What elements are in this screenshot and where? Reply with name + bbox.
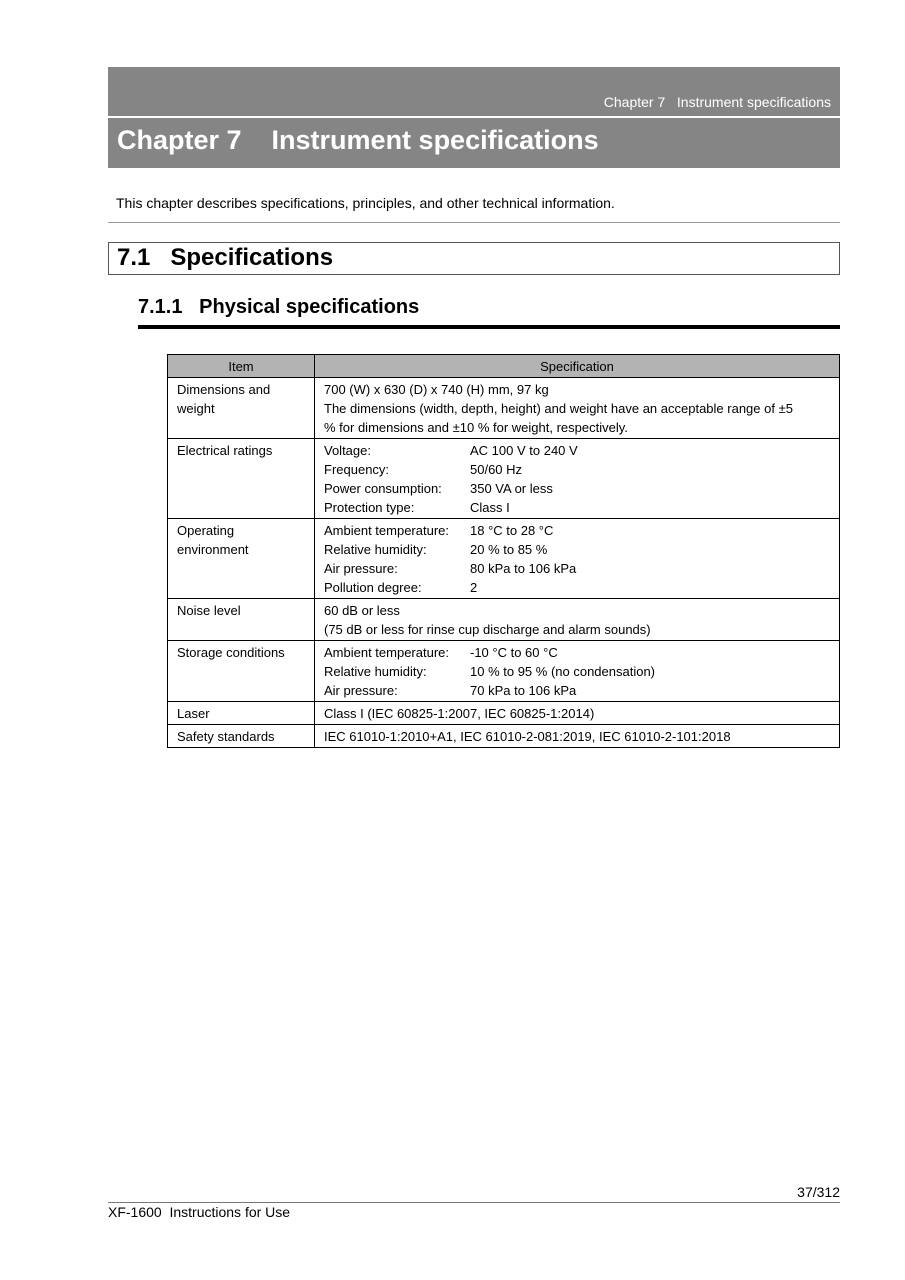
spec-pair — [324, 460, 830, 479]
spec-key: Air pressure: — [324, 561, 398, 576]
spec-value: 80 kPa to 106 kPa — [470, 561, 577, 576]
section-title: 7.1 Specifications — [117, 244, 334, 271]
chapter-intro: This chapter describes specifications, principles, and other technical information. — [116, 195, 615, 211]
row-item-laser: Laser — [168, 702, 315, 725]
spec-line: 700 (W) x 630 (D) x 740 (H) mm, 97 kg — [324, 382, 549, 397]
spec-pair — [324, 498, 830, 517]
row-spec-operating — [315, 519, 840, 599]
spec-pair — [324, 521, 830, 540]
row-item-noise: Noise level — [168, 599, 315, 641]
row-spec-safety: IEC 61010-1:2010+A1, IEC 61010-2-081:2019, IEC 61010-2-101:2018 — [315, 725, 840, 748]
row-item-operating: Operating environment — [168, 519, 315, 599]
row-item-dimensions: Dimensions and weight — [168, 378, 315, 439]
spec-line: 60 dB or less — [324, 603, 400, 618]
table-row — [168, 519, 840, 599]
spec-value: AC 100 V to 240 V — [470, 443, 578, 458]
spec-key: Protection type: — [324, 500, 415, 515]
footer-divider — [108, 1202, 840, 1203]
table-row — [168, 641, 840, 702]
spec-pair — [324, 441, 830, 460]
spec-key: Frequency: — [324, 462, 390, 477]
chapter-title: Chapter 7 Instrument specifications — [117, 125, 599, 155]
table-header-row — [168, 355, 840, 378]
spec-key: Relative humidity: — [324, 542, 427, 557]
running-header — [108, 67, 840, 116]
subsection-rule — [138, 325, 840, 329]
spec-pair — [324, 662, 830, 681]
table-row — [168, 439, 840, 519]
row-item-electrical: Electrical ratings — [168, 439, 315, 519]
spec-key: Ambient temperature: — [324, 523, 450, 538]
section-heading-box — [108, 242, 840, 275]
subsection-title: 7.1.1 Physical specifications — [138, 296, 420, 318]
spec-line: % for dimensions and ±10 % for weight, respectively. — [324, 420, 628, 435]
table-row — [168, 599, 840, 641]
spec-pair — [324, 540, 830, 559]
row-spec-dimensions — [315, 378, 840, 439]
intro-divider — [108, 222, 840, 223]
header-breadcrumb: Chapter 7 Instrument specifications — [603, 94, 831, 110]
spec-line: The dimensions (width, depth, height) and weight have an acceptable range of ±5 — [324, 401, 793, 416]
row-spec-electrical — [315, 439, 840, 519]
spec-pair — [324, 559, 830, 578]
spec-line: (75 dB or less for rinse cup discharge and alarm sounds) — [324, 622, 651, 637]
row-item-storage: Storage conditions — [168, 641, 315, 702]
spec-value: 2 — [470, 580, 478, 595]
row-item-safety: Safety standards — [168, 725, 315, 748]
specifications-table — [167, 354, 840, 748]
row-spec-noise — [315, 599, 840, 641]
spec-key: Air pressure: — [324, 683, 398, 698]
spec-key: Power consumption: — [324, 481, 442, 496]
spec-value: 350 VA or less — [470, 481, 553, 496]
page-number: 37/312 — [797, 1184, 840, 1200]
column-header-item: Item — [168, 355, 315, 378]
row-spec-storage — [315, 641, 840, 702]
spec-key: Ambient temperature: — [324, 645, 450, 660]
table-row — [168, 725, 840, 748]
spec-value: 70 kPa to 106 kPa — [470, 683, 577, 698]
spec-key: Voltage: — [324, 443, 371, 458]
table-row — [168, 378, 840, 439]
spec-value: 18 °C to 28 °C — [470, 523, 554, 538]
spec-value: 10 % to 95 % (no condensation) — [470, 664, 656, 679]
spec-pair — [324, 643, 830, 662]
spec-pair — [324, 578, 830, 597]
spec-value: 20 % to 85 % — [470, 542, 548, 557]
chapter-banner — [108, 118, 840, 168]
spec-value: -10 °C to 60 °C — [470, 645, 558, 660]
document-title: XF-1600 Instructions for Use — [108, 1204, 291, 1220]
spec-key: Pollution degree: — [324, 580, 422, 595]
spec-pair — [324, 681, 830, 700]
table-row — [168, 702, 840, 725]
column-header-specification: Specification — [315, 355, 840, 378]
spec-value: Class I — [470, 500, 510, 515]
spec-key: Relative humidity: — [324, 664, 427, 679]
row-spec-laser: Class I (IEC 60825-1:2007, IEC 60825-1:2014) — [315, 702, 840, 725]
spec-value: 50/60 Hz — [470, 462, 523, 477]
spec-pair — [324, 479, 830, 498]
